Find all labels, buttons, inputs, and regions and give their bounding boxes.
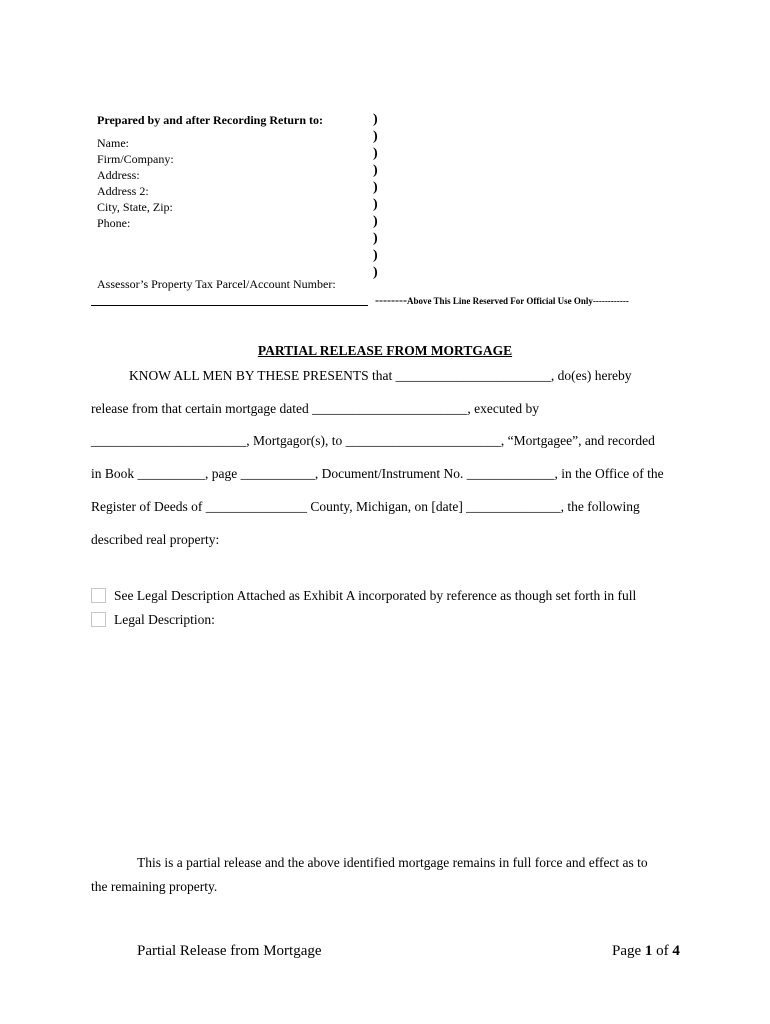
paren-divider: ): [373, 214, 378, 229]
body-line-5: Register of Deeds of _______________ County, Michigan, on [date] ______________, the following: [91, 499, 640, 514]
body-line-4: in Book __________, page ___________, Document/Instrument No. _____________, in the Office of the: [91, 466, 664, 481]
reserved-trailing-dashes: ------------: [592, 296, 629, 306]
address-label: Address:: [97, 168, 140, 182]
prepared-by-heading: Prepared by and after Recording Return to:: [97, 113, 323, 127]
reserved-text: Above This Line Reserved For Official Use Only: [406, 296, 593, 306]
firm-company-label: Firm/Company:: [97, 152, 174, 166]
paren-divider: ): [373, 197, 378, 212]
page-total: 4: [672, 943, 680, 959]
phone-label: Phone:: [97, 216, 131, 230]
paren-divider: ): [373, 129, 378, 144]
city-state-zip-label: City, State, Zip:: [97, 200, 173, 214]
footer-page-number: [612, 943, 680, 960]
paren-divider: ): [373, 231, 378, 246]
paren-divider: ): [373, 146, 378, 161]
body-line-6: described real property:: [91, 532, 220, 547]
legal-description-checkbox[interactable]: [91, 612, 106, 627]
exhibit-a-option-label: See Legal Description Attached as Exhibit A incorporated by reference as though set forth in full: [114, 588, 637, 603]
paren-divider: ): [373, 180, 378, 195]
paren-divider: ): [373, 163, 378, 178]
closing-line-1: This is a partial release and the above identified mortgage remains in full force and effect as to: [137, 855, 648, 870]
document-title: PARTIAL RELEASE FROM MORTGAGE: [257, 343, 513, 358]
footer-document-name: Partial Release from Mortgage: [137, 943, 322, 959]
header-underline: [91, 305, 368, 306]
assessor-parcel-label: Assessor’s Property Tax Parcel/Account Number:: [97, 277, 336, 291]
paren-divider: ): [373, 248, 378, 263]
paren-divider: ): [373, 265, 378, 280]
of-word: of: [656, 943, 669, 959]
paren-divider: ): [373, 112, 378, 127]
exhibit-a-checkbox[interactable]: [91, 588, 106, 603]
reserved-dashes: --------: [375, 293, 407, 307]
body-line-1: KNOW ALL MEN BY THESE PRESENTS that _______________________, do(es) hereby: [129, 368, 632, 383]
name-label: Name:: [97, 136, 129, 150]
body-line-2: release from that certain mortgage dated _______________________, executed by: [91, 401, 539, 416]
address-2-label: Address 2:: [97, 184, 149, 198]
reserved-official-use-line: [375, 293, 629, 308]
legal-description-option-label: Legal Description:: [114, 612, 215, 627]
page-word: Page: [612, 943, 642, 959]
body-line-3: _______________________, Mortgagor(s), to _______________________, “Mortgagee”, and recorded: [91, 433, 655, 448]
closing-line-2: the remaining property.: [91, 879, 218, 894]
page-current: 1: [644, 943, 653, 959]
